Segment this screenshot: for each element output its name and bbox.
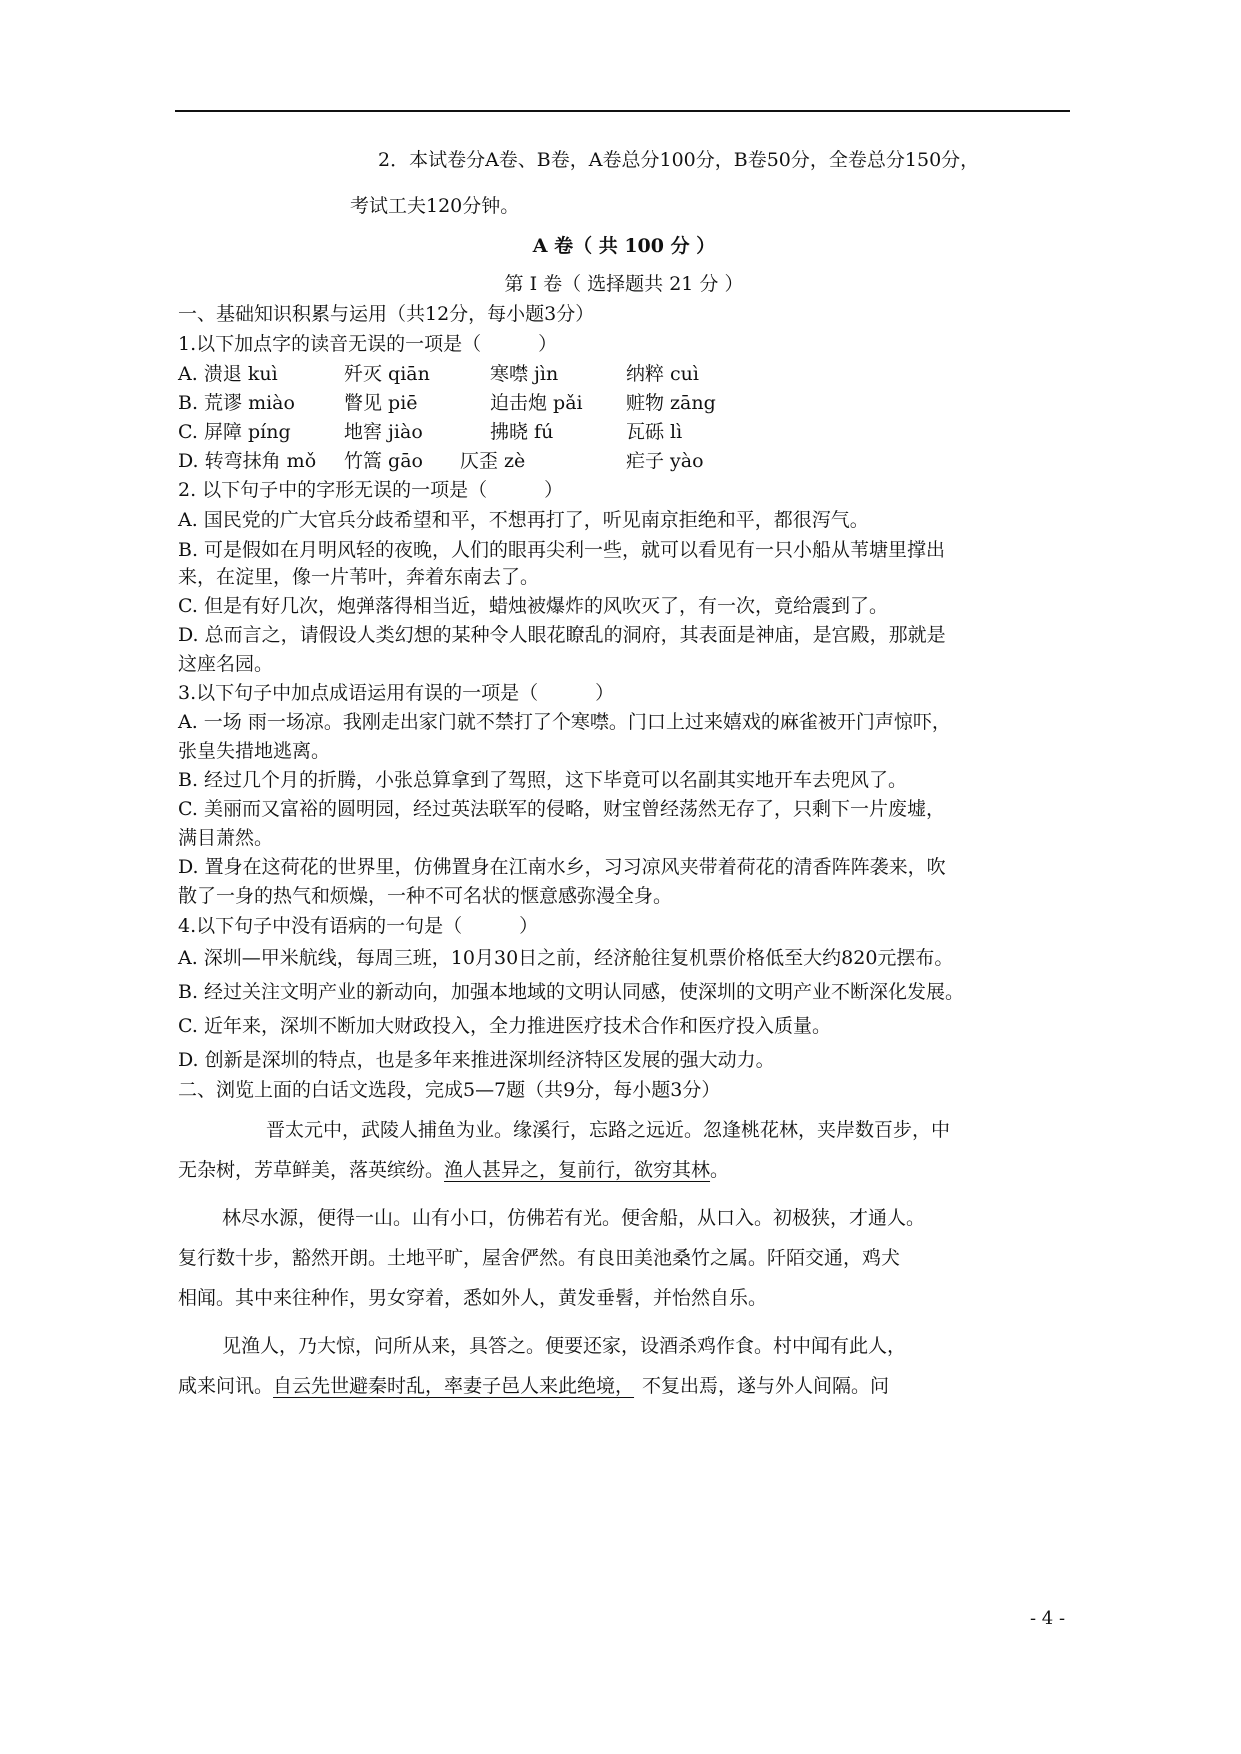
page-number: - 4 -: [1030, 1608, 1066, 1629]
q2-option-c: C. 但是有好几次，炮弹落得相当近，蜡烛被爆炸的风吹灭了，有一次，竟给震到了。: [178, 595, 888, 617]
part-1-title: 第 I 卷（ 选择题共 21 分 ）: [504, 273, 744, 295]
q4-option-a: A. 深圳—甲米航线，每周三班，10月30日之前，经济舱往复机票价格低至大约820元摆布。: [178, 947, 954, 969]
passage-p2-line3: 相闻。其中来往种作，男女穿着，悉如外人，黄发垂髫，并怡然自乐。: [178, 1287, 768, 1309]
q3-option-a-line1: A. 一场 雨一场凉。我刚走出家门就不禁打了个寒噤。门口上过来嬉戏的麻雀被开门声惊吓，: [178, 711, 951, 733]
header-rule: [175, 110, 1070, 112]
q4-option-c: C. 近年来，深圳不断加大财政投入，全力推进医疗技术合作和医疗投入质量。: [178, 1015, 831, 1037]
q3-option-d-line2: 散了一身的热气和烦燥，一种不可名状的惬意感弥漫全身。: [178, 885, 673, 907]
q3-option-b: B. 经过几个月的折腾，小张总算拿到了驾照，这下毕竟可以名副其实地开车去兜风了。: [178, 769, 908, 791]
q2-option-a: A. 国民党的广大官兵分歧希望和平，不想再打了，听见南京拒绝和平，都很泻气。: [178, 509, 869, 531]
passage-p1-line2: 无杂树，芳草鲜美，落英缤纷。渔人甚异之，复前行，欲穷其林。: [178, 1159, 730, 1181]
underlined-sentence-1: 渔人甚异之，复前行，欲穷其林: [444, 1159, 711, 1181]
q1-stem: 1.以下加点字的读音无误的一项是（ ）: [178, 333, 558, 355]
q4-stem: 4.以下句子中没有语病的一句是（ ）: [178, 915, 539, 937]
q4-option-b: B. 经过关注文明产业的新动向，加强本地域的文明认同感，使深圳的文明产业不断深化发展。: [178, 981, 965, 1003]
q2-option-d-line2: 这座名园。: [178, 653, 274, 675]
q3-option-a-line2: 张皇失措地逃离。: [178, 740, 331, 762]
q3-option-c-line2: 满目萧然。: [178, 827, 274, 849]
q2-stem: 2. 以下句子中的字形无误的一项是（ ）: [178, 479, 564, 501]
part-two-heading: 二、浏览上面的白话文选段，完成5—7题（共9分，每小题3分）: [178, 1079, 721, 1101]
q2-option-b-line1: B. 可是假如在月明风轻的夜晚，人们的眼再尖利一些，就可以看见有一只小船从苇塘里撑出: [178, 539, 946, 561]
q3-stem: 3.以下句子中加点成语运用有误的一项是（ ）: [178, 682, 615, 704]
passage-p3-line2: 咸来问讯。自云先世避秦时乱，率妻子邑人来此绝境， 不复出焉，遂与外人间隔。问: [178, 1375, 890, 1397]
note-line-1: 2．本试卷分A卷、B卷，A卷总分100分，B卷50分，全卷总分150分，: [378, 149, 980, 171]
passage-p2-line2: 复行数十步，豁然开朗。土地平旷，屋舍俨然。有良田美池桑竹之属。阡陌交通，鸡犬: [178, 1247, 901, 1269]
q1-option-b: B. 荒谬 miào 瞥见 piē 迫击炮 pǎi 赃物 zāng: [178, 392, 716, 414]
underlined-sentence-2: 自云先世避秦时乱，率妻子邑人来此绝境，: [273, 1375, 635, 1397]
passage-p3-line1: 见渔人，乃大惊，问所从来，具答之。便要还家，设酒杀鸡作食。村中闻有此人，: [222, 1335, 907, 1357]
q3-option-d-line1: D. 置身在这荷花的世界里，仿佛置身在江南水乡，习习凉风夹带着荷花的清香阵阵袭来，吹: [178, 856, 946, 878]
passage-p1-line1: 晋太元中，武陵人捕鱼为业。缘溪行，忘路之远近。忽逢桃花林，夹岸数百步，中: [266, 1119, 951, 1141]
q1-option-a: A. 溃退 kuì 歼灭 qiān 寒噤 jìn 纳粹 cuì: [178, 363, 699, 385]
q4-option-d: D. 创新是深圳的特点，也是多年来推进深圳经济特区发展的强大动力。: [178, 1049, 775, 1071]
q3-option-c-line1: C. 美丽而又富裕的圆明园，经过英法联军的侵略，财宝曾经荡然无存了，只剩下一片废墟，: [178, 798, 945, 820]
q2-option-d-line1: D. 总而言之，请假设人类幻想的某种令人眼花瞭乱的洞府，其表面是神庙，是宫殿，那就是: [178, 624, 946, 646]
q1-option-d: D. 转弯抹角 mǒ 竹篙 gāo 仄歪 zè 疟子 yào: [178, 450, 704, 472]
part-one-heading: 一、基础知识积累与运用（共12分，每小题3分）: [178, 303, 595, 325]
note-line-2: 考试工夫120分钟。: [350, 195, 520, 217]
q1-option-c: C. 屏障 píng 地窖 jiào 拂晓 fú 瓦砾 lì: [178, 421, 683, 443]
q2-option-b-line2: 来，在淀里，像一片苇叶，奔着东南去了。: [178, 566, 540, 588]
section-a-title: A 卷（ 共 100 分 ）: [532, 235, 716, 257]
passage-p2-line1: 林尽水源，便得一山。山有小口，仿佛若有光。便舍船，从口入。初极狭，才通人。: [222, 1207, 926, 1229]
